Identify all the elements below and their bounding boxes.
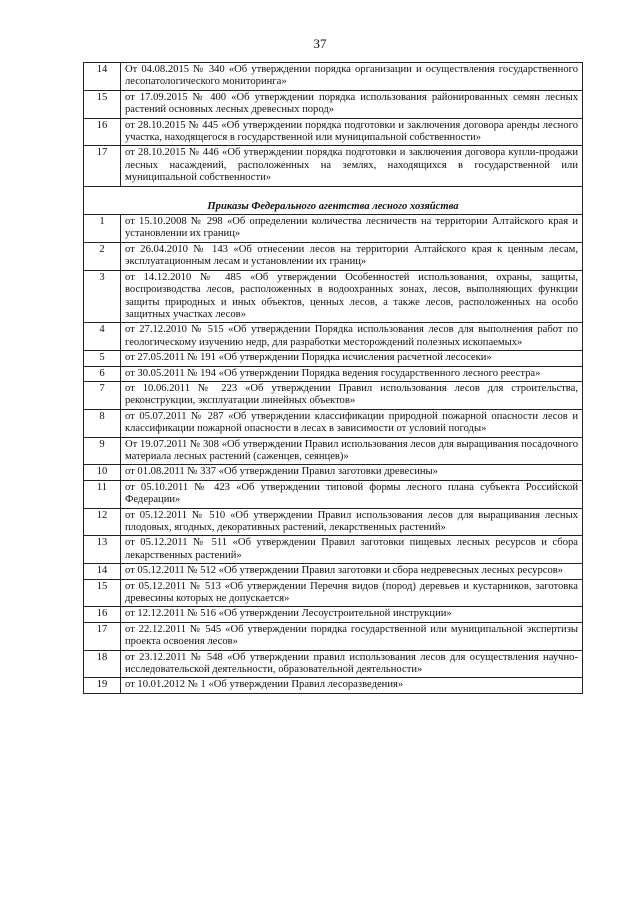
table-row <box>84 622 583 650</box>
table-row <box>84 90 583 118</box>
row-text: от 27.12.2010 № 515 «Об утверждении Порядка использования лесов для выполнения работ по геологическому изучению недр, для разработки месторождений полезных ископаемых» <box>121 323 583 351</box>
table-row <box>84 323 583 351</box>
row-text: от 05.12.2011 № 510 «Об утверждении Правил использования лесов для выращивания лесных плодовых, ягодных, декоративных растений, лекарственных растений» <box>121 508 583 536</box>
row-number: 16 <box>84 118 121 146</box>
row-number: 2 <box>84 242 121 270</box>
row-number: 7 <box>84 381 121 409</box>
page-number: 37 <box>313 36 327 51</box>
row-text: от 26.04.2010 № 143 «Об отнесении лесов на территории Алтайского края к ценным лесам, эксплуатационным лесам и установлении их границ» <box>121 242 583 270</box>
row-text: от 28.10.2015 № 445 «Об утверждении порядка подготовки и заключения договора аренды лесного участка, находящегося в государственной или муниципальной собственности» <box>121 118 583 146</box>
row-number: 1 <box>84 215 121 243</box>
row-text: от 30.05.2011 № 194 «Об утверждении Порядка ведения государственного лесного реестра» <box>121 366 583 381</box>
row-number: 12 <box>84 508 121 536</box>
table-row <box>84 480 583 508</box>
row-number: 8 <box>84 409 121 437</box>
table-row <box>84 508 583 536</box>
table-row <box>84 270 583 323</box>
table-row <box>84 579 583 607</box>
row-text: от 14.12.2010 № 485 «Об утверждении Особенностей использования, охраны, защиты, воспроизводства лесов, расположенных в водоохранных зонах, лесов, выполняющих функции защиты природных и иных объектов, ценных лесов, а также лесов, расположенных на особо защитных участках лесов» <box>121 270 583 323</box>
table-row <box>84 536 583 564</box>
table-row <box>84 118 583 146</box>
row-text: от 22.12.2011 № 545 «Об утверждении порядка государственной или муниципальной экспертизы проекта освоения лесов» <box>121 622 583 650</box>
row-text: от 01.08.2011 № 337 «Об утверждении Правил заготовки древесины» <box>121 465 583 480</box>
table-row <box>84 63 583 91</box>
row-text: от 17.09.2015 № 400 «Об утверждении порядка использования районированных семян лесных растений основных лесных древесных пород» <box>121 90 583 118</box>
table-row <box>84 351 583 366</box>
row-number: 6 <box>84 366 121 381</box>
table-row <box>84 215 583 243</box>
row-text: от 10.01.2012 № 1 «Об утверждении Правил лесоразведения» <box>121 678 583 693</box>
row-number: 10 <box>84 465 121 480</box>
row-number: 14 <box>84 564 121 579</box>
documents-table <box>83 62 583 694</box>
row-text: от 28.10.2015 № 446 «Об утверждении порядка подготовки и заключения договора купли-продажи лесных насаждений, расположенных на землях, находящихся в государственной или муниципальной собственности» <box>121 146 583 186</box>
table-row <box>84 242 583 270</box>
table-row <box>84 607 583 622</box>
row-text: От 19.07.2011 № 308 «Об утверждении Правил использования лесов для выращивания посадочного материала лесных растений (саженцев, сеянцев)» <box>121 437 583 465</box>
table-row <box>84 650 583 678</box>
row-number: 16 <box>84 607 121 622</box>
row-text: от 05.07.2011 № 287 «Об утверждении классификации природной пожарной опасности лесов и классификации пожарной опасности в лесах в зависимости от условий погоды» <box>121 409 583 437</box>
row-text: от 05.12.2011 № 511 «Об утверждении Правил заготовки пищевых лесных ресурсов и сбора лекарственных растений» <box>121 536 583 564</box>
row-text: от 12.12.2011 № 516 «Об утверждении Лесоустроительной инструкции» <box>121 607 583 622</box>
row-number: 15 <box>84 90 121 118</box>
row-text: от 05.10.2011 № 423 «Об утверждении типовой формы лесного плана субъекта Российской Федерации» <box>121 480 583 508</box>
table-row <box>84 465 583 480</box>
row-number: 14 <box>84 63 121 91</box>
row-number: 15 <box>84 579 121 607</box>
row-number: 13 <box>84 536 121 564</box>
row-number: 5 <box>84 351 121 366</box>
table-row <box>84 366 583 381</box>
table-row <box>84 146 583 186</box>
row-number: 17 <box>84 146 121 186</box>
row-text: От 04.08.2015 № 340 «Об утверждении порядка организации и осуществления государственного лесопатологического мониторинга» <box>121 63 583 91</box>
table-row <box>84 564 583 579</box>
table-row <box>84 678 583 693</box>
row-number: 4 <box>84 323 121 351</box>
table-row <box>84 381 583 409</box>
section-title: Приказы Федерального агентства лесного хозяйства <box>84 186 583 214</box>
row-number: 3 <box>84 270 121 323</box>
table-row <box>84 437 583 465</box>
row-text: от 10.06.2011 № 223 «Об утверждении Правил использования лесов для строительства, реконструкции, эксплуатации линейных объектов» <box>121 381 583 409</box>
table-row <box>84 409 583 437</box>
row-number: 18 <box>84 650 121 678</box>
row-text: от 05.12.2011 № 512 «Об утверждении Правил заготовки и сбора недревесных лесных ресурсов» <box>121 564 583 579</box>
row-text: от 15.10.2008 № 298 «Об определении количества лесничеств на территории Алтайского края и установлении их границ» <box>121 215 583 243</box>
section-header-row <box>84 186 583 214</box>
row-number: 17 <box>84 622 121 650</box>
row-number: 9 <box>84 437 121 465</box>
row-text: от 23.12.2011 № 548 «Об утверждении правил использования лесов для осуществления научно-исследовательской деятельности, образовательной деятельности» <box>121 650 583 678</box>
row-number: 11 <box>84 480 121 508</box>
row-number: 19 <box>84 678 121 693</box>
row-text: от 27.05.2011 № 191 «Об утверждении Порядка исчисления расчетной лесосеки» <box>121 351 583 366</box>
row-text: от 05.12.2011 № 513 «Об утверждении Перечня видов (пород) деревьев и кустарников, заготовка древесины которых не допускается» <box>121 579 583 607</box>
